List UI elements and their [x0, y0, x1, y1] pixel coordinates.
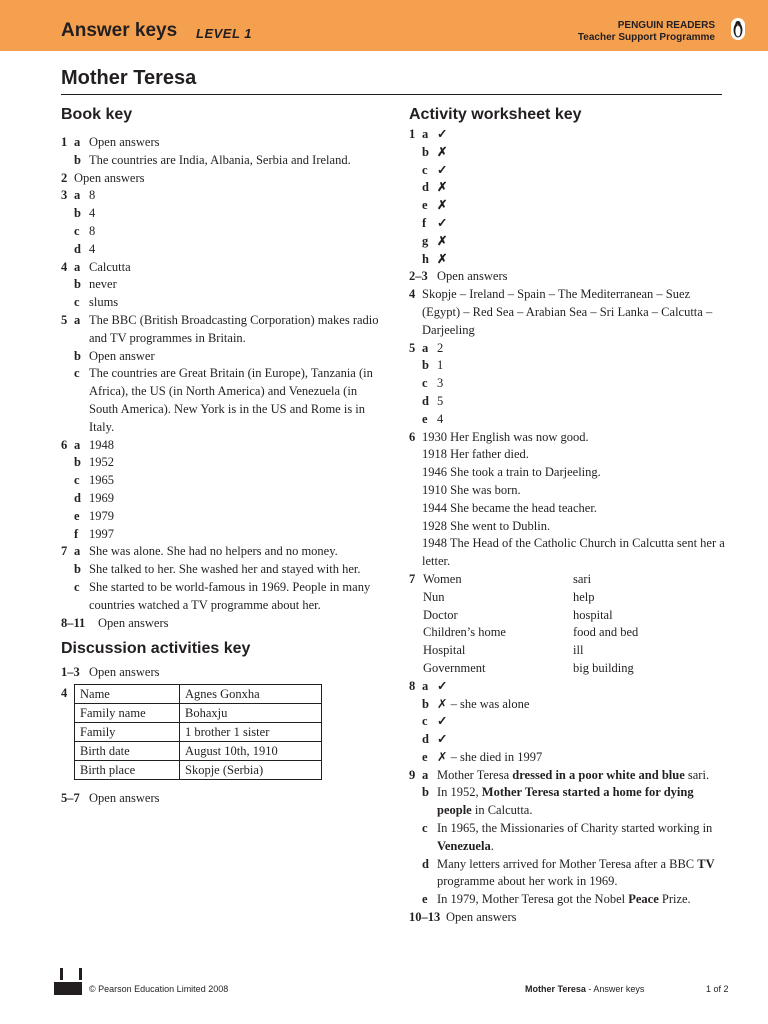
list-item: 1910 She was born. [422, 482, 521, 497]
list-item: b She talked to her. She washed her and stayed with her. [74, 562, 361, 577]
brand-line-1: PENGUIN READERS [617, 20, 715, 31]
list-item: 4 Skopje – Ireland – Spain – The Mediterranean – Suez (Egypt) – Red Sea – Arabian Sea – Sri Lanka – Calcutta – Darjeeling [409, 287, 713, 337]
list-item: b 4 [74, 206, 96, 221]
list-item: c 3 [422, 376, 444, 391]
list-item: 1944 She became the head teacher. [422, 500, 597, 515]
page-number: 1 of 2 [706, 984, 729, 994]
list-item: 1 a ✓ [409, 127, 448, 141]
list-item: b ✗ – she was alone [422, 696, 530, 711]
list-item: 1 a Open answers [61, 135, 160, 149]
list-item: c 8 [74, 223, 96, 238]
list-item: 1948 The Head of the Catholic Church in Calcutta sent her a letter. [422, 536, 725, 569]
list-item: b Open answer [74, 348, 155, 363]
right-column [409, 104, 729, 927]
list-item: g ✗ [422, 233, 448, 248]
list-item: c She started to be world-famous in 1969. People in many countries watched a TV programme about her. [74, 579, 371, 612]
footer-doc-title: Mother Teresa - Answer keys [525, 984, 645, 994]
penguin-icon [731, 18, 745, 40]
list-item: d Many letters arrived for Mother Teresa after a BBC TV programme about her work in 1969. [422, 856, 715, 889]
list-item: b 1952 [74, 455, 114, 470]
discussion-heading: Discussion activities key [61, 640, 251, 658]
table-row: Birth place Skopje (Serbia) [75, 761, 322, 780]
table-row: Birth date August 10th, 1910 [75, 742, 322, 761]
pearson-longman-logo [52, 966, 84, 996]
list-item: b The countries are India, Albania, Serbia and Ireland. [74, 152, 351, 167]
list-item: c In 1965, the Missionaries of Charity started working in Venezuela. [422, 821, 713, 853]
list-item: Doctor hospital [423, 607, 613, 622]
list-item: d ✓ [422, 732, 448, 747]
list-item: b In 1952, Mother Teresa started a home for dying people in Calcutta. [422, 785, 694, 818]
list-item: c ✓ [422, 714, 448, 729]
discussion-q4 [61, 684, 386, 780]
list-item: 7 Women sari [409, 571, 592, 586]
list-item: d ✗ [422, 180, 448, 195]
left-column [61, 104, 386, 808]
list-item: Children’s home food and bed [423, 625, 639, 640]
list-item: b 1 [422, 358, 444, 373]
list-item: e In 1979, Mother Teresa got the Nobel Peace Prize. [422, 892, 691, 907]
list-item: 1918 Her father died. [422, 447, 529, 462]
list-item: c slums [74, 295, 119, 310]
list-item: b ✗ [422, 144, 448, 159]
header-brand [578, 20, 715, 44]
list-item: e 1979 [74, 508, 114, 523]
list-item: f 1997 [74, 526, 114, 541]
profile-table [74, 684, 322, 780]
list-item: 7 a She was alone. She had no helpers and no money. [61, 544, 338, 559]
list-item: c 1965 [74, 473, 114, 488]
list-item: e ✗ – she died in 1997 [422, 749, 543, 764]
header-level: LEVEL 1 [196, 26, 253, 41]
list-item: 1946 She took a train to Darjeeling. [422, 465, 601, 480]
list-item: 3 a 8 [61, 188, 96, 203]
page-title: Mother Teresa [61, 67, 197, 89]
copyright: © Pearson Education Limited 2008 [89, 984, 229, 994]
list-item: c The countries are Great Britain (in Europe), Tanzania (in Africa), the US (in North America) and Venezuela (in South America). New York is in the US and Rome is in Italy. [74, 366, 373, 434]
list-item: Hospital ill [423, 643, 584, 658]
list-item: 5 a The BBC (British Broadcasting Corporation) makes radio and TV programmes in Britain. [61, 312, 379, 345]
list-item: 8 a ✓ [409, 678, 448, 693]
list-item: 1928 She went to Dublin. [422, 518, 551, 533]
list-item: 8–11 Open answers [61, 615, 169, 630]
list-item: 6 a 1948 [61, 437, 114, 452]
list-item: d 4 [74, 241, 96, 256]
list-item: 9 a Mother Teresa dressed in a poor white and blue sari. [409, 767, 710, 782]
list-item: d 5 [422, 393, 444, 408]
list-item: e 4 [422, 411, 444, 426]
list-item: b never [74, 277, 117, 292]
brand-line-2: Teacher Support Programme [577, 32, 715, 43]
list-item: 4 a Calcutta [61, 259, 131, 274]
list-item: 5–7 Open answers [61, 791, 160, 806]
list-item: f ✓ [422, 215, 448, 230]
list-item: Nun help [423, 589, 595, 604]
table-row: Name Agnes Gonxha [75, 685, 322, 704]
list-item: 10–13 Open answers [409, 910, 517, 925]
header-bar [0, 0, 768, 51]
list-item: 5 a 2 [409, 340, 444, 355]
book-key-heading: Book key [61, 106, 133, 123]
worksheet-heading: Activity worksheet key [409, 106, 582, 123]
list-item: Government big building [423, 660, 634, 675]
list-item: c ✓ [422, 162, 448, 177]
header-title: Answer keys [61, 20, 178, 41]
title-divider [61, 94, 722, 95]
list-item: 2 Open answers [61, 170, 145, 185]
table-row: Family 1 brother 1 sister [75, 723, 322, 742]
q4-number: 4 [61, 686, 68, 701]
list-item: 1–3 Open answers [61, 665, 160, 680]
table-row: Family name Bohaxju [75, 704, 322, 723]
list-item: 6 1930 Her English was now good. [409, 429, 589, 444]
list-item: e ✗ [422, 198, 448, 213]
list-item: d 1969 [74, 490, 114, 505]
list-item: 2–3 Open answers [409, 269, 508, 284]
list-item: h ✗ [422, 251, 448, 266]
